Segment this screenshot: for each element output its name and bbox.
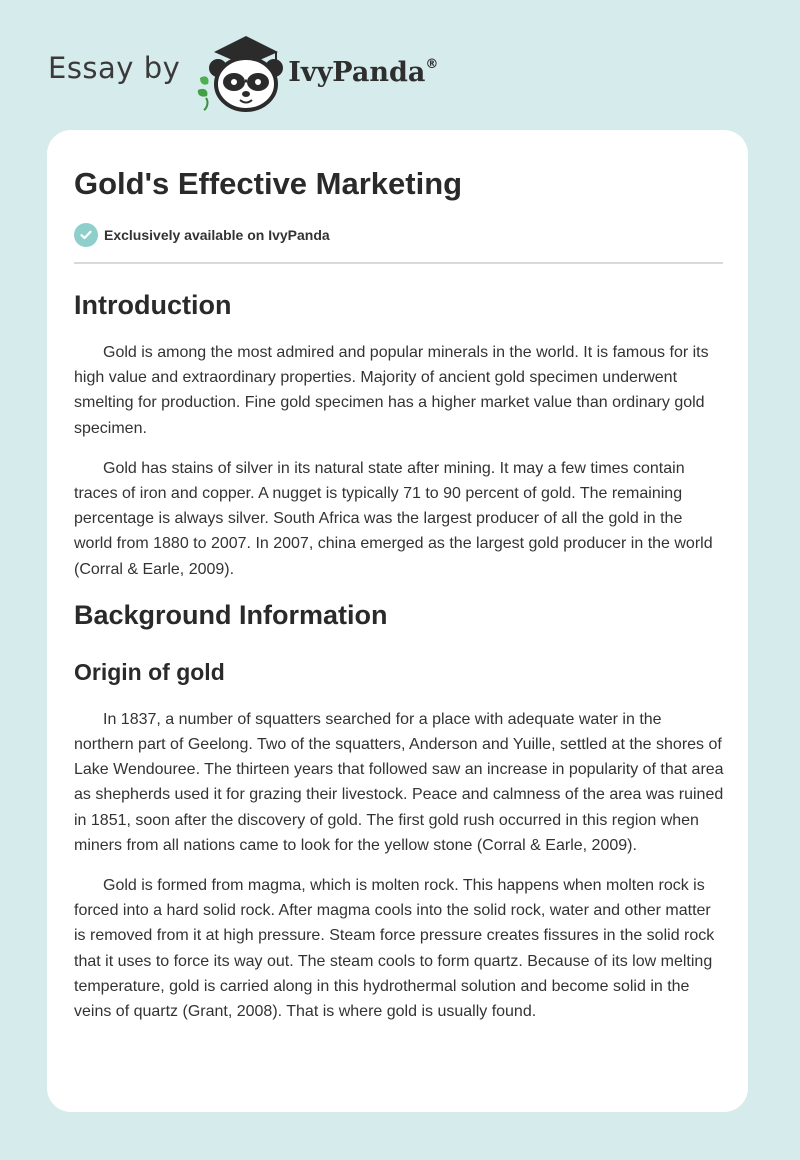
exclusive-badge [74, 222, 724, 248]
essay-content [74, 162, 724, 1024]
paragraph: In 1837, a number of squatters searched for a place with adequate water in the northern part of Geelong. Two of the squatters, Anderson and Yuille, settled at the shores of Lake Wendouree. The thirteen years that followed saw an increase in popularity of that area as shepherds used it for grazing their livestock. Peace and calmness of the area was ruined in 1851, soon after the discovery of gold. The first gold rush occurred in this region when miners from all nations came to look for the yellow stone (Corral & Earle, 2009). [74, 710, 724, 854]
section-heading-introduction: Introduction [74, 290, 232, 320]
paragraph: Gold is formed from magma, which is molten rock. This happens when molten rock is forced into a hard solid rock. After magma cools into the solid rock, water and other matter is removed from it at high pressure. Steam force pressure creates fissures in the solid rock that it uses to force its way out. The steam cools to form quartz. Because of its low melting temperature, gold is carried along in this hydrothermal solution and become solid in the veins of quartz (Grant, 2008). That is where gold is usually found. [74, 877, 715, 1021]
paragraph: Gold is among the most admired and popular minerals in the world. It is famous for its high value and extraordinary properties. Majority of ancient gold specimen underwent smelting for production. Fine gold specimen has a higher market value than ordinary gold specimen. [74, 344, 709, 437]
paragraph: Gold has stains of silver in its natural state after mining. It may a few times contain traces of iron and copper. A nugget is typically 71 to 90 percent of gold. The remaining percentage is always silver. South Africa was the largest producer of all the gold in the world from 1880 to 2007. In 2007, china emerged as the largest gold producer in the world (Corral & Earle, 2009). [74, 459, 713, 578]
site-header [48, 32, 438, 112]
essay-card [47, 130, 748, 1112]
leaf-icon [198, 76, 209, 110]
exclusive-badge-text: Exclusively available on IvyPanda [104, 227, 330, 243]
title-divider [74, 262, 723, 264]
registered-mark: ® [425, 56, 439, 72]
essay-by-label: Essay by [48, 51, 181, 85]
panda-graduate-icon[interactable] [192, 32, 284, 112]
essay-title: Gold's Effective Marketing [74, 166, 463, 201]
brand-name[interactable]: IvyPanda® [288, 56, 439, 88]
check-circle-icon [74, 223, 98, 247]
subsection-heading-origin: Origin of gold [74, 658, 225, 685]
section-heading-background: Background Information [74, 599, 388, 630]
